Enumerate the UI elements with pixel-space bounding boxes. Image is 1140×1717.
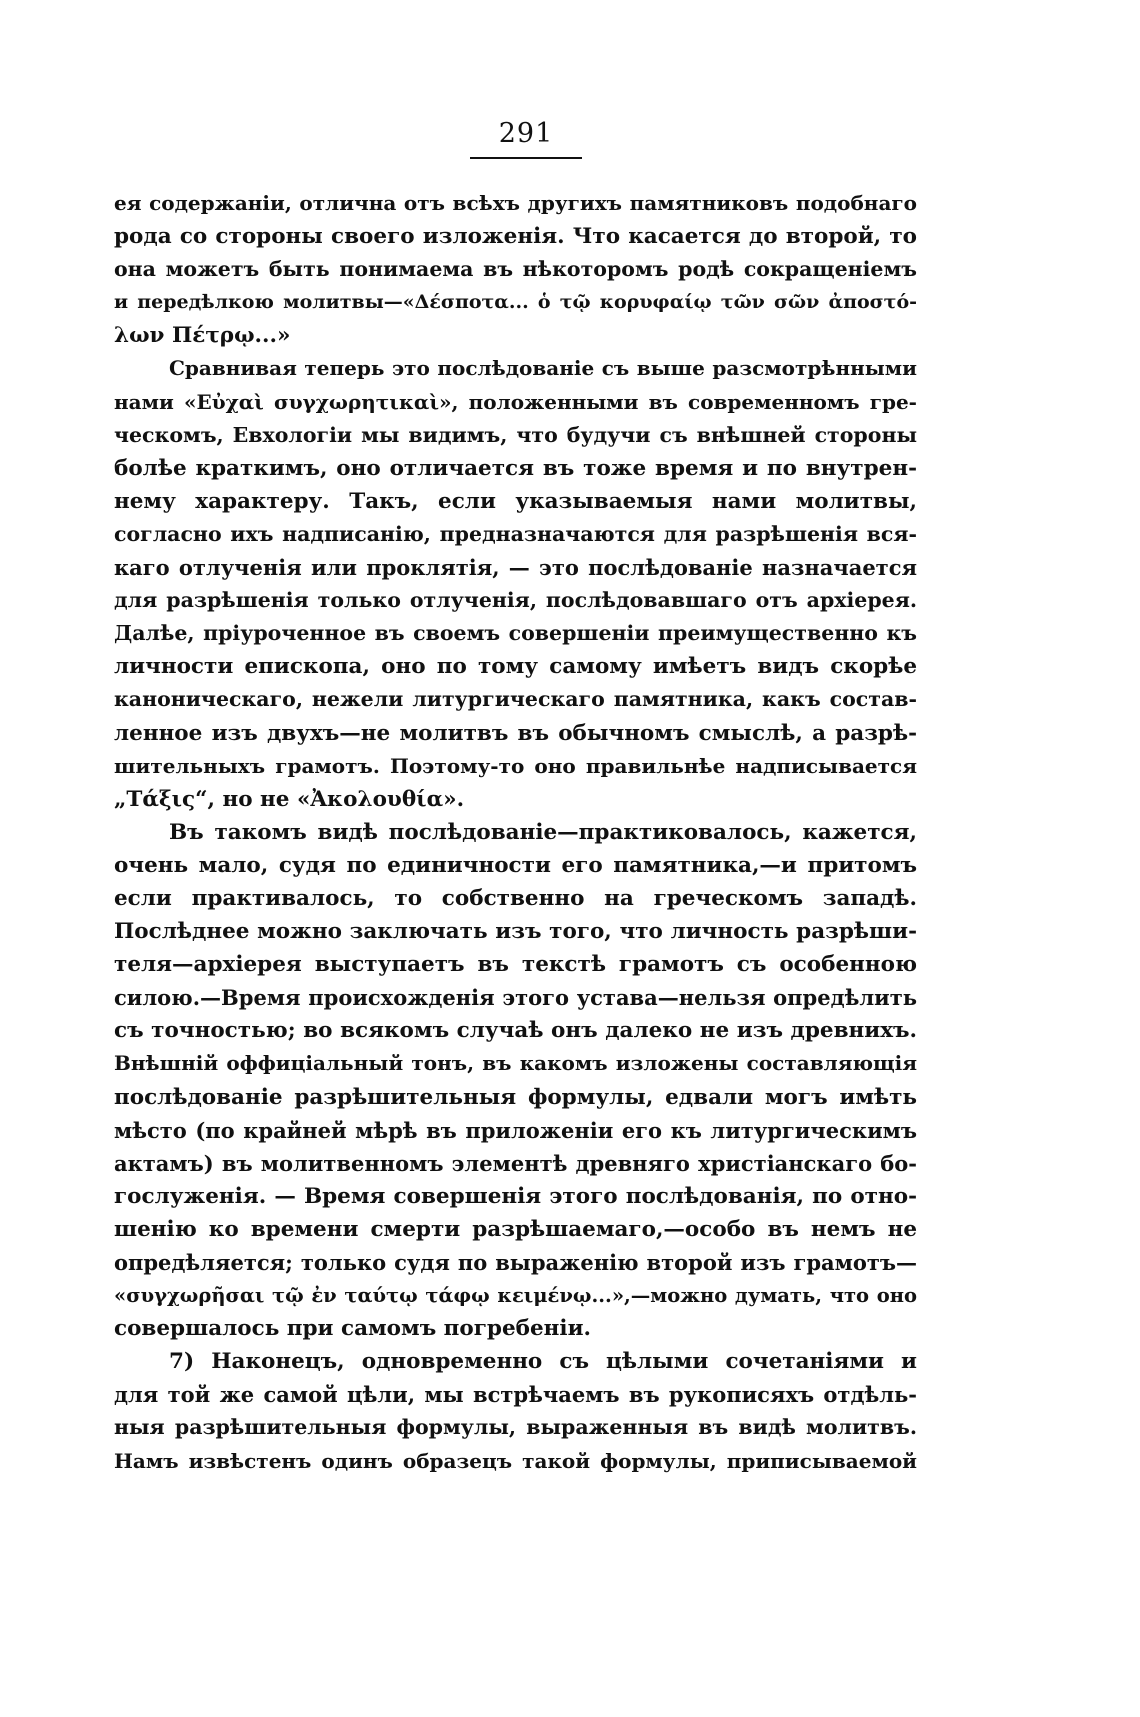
- text-line: совершалось при самомъ погребеніи.: [114, 1316, 591, 1342]
- text-line: и передѣлкою молитвы—«Δέσποτα... ὁ τῷ κορυφαίῳ τῶν σῶν ἀποστό-: [114, 291, 917, 314]
- text-line: очень мало, судя по единичности его памятника,—и притомъ: [114, 852, 917, 878]
- text-line: Сравнивая теперь это послѣдованіе съ выше разсмотрѣнными: [169, 356, 917, 381]
- text-line: личности епископа, оно по тому самому имѣетъ видъ скорѣе: [114, 654, 917, 680]
- text-line: нему характеру. Такъ, если указываемыя нами молитвы,: [114, 488, 917, 514]
- text-line: ныя разрѣшительныя формулы, выраженныя въ видѣ молитвъ.: [114, 1415, 917, 1440]
- text-line: съ точностью; во всякомъ случаѣ онъ далеко не изъ древнихъ.: [114, 1018, 917, 1044]
- text-line: теля—архіерея выступаетъ въ текстѣ грамотъ съ особенною: [114, 952, 917, 978]
- text-line: шенію ко времени смерти разрѣшаемаго,—особо въ немъ не: [114, 1216, 917, 1242]
- text-line: для разрѣшенія только отлученія, послѣдовавшаго отъ архіерея.: [114, 588, 917, 613]
- text-line: Внѣшній оффиціальный тонъ, въ какомъ изложены составляющія: [114, 1051, 917, 1076]
- text-line: Намъ извѣстенъ одинъ образецъ такой формулы, приписываемой: [114, 1448, 917, 1473]
- text-line: 7) Наконецъ, одновременно съ цѣлыми сочетаніями и: [169, 1349, 917, 1375]
- text-line: ея содержаніи, отлична отъ всѣхъ другихъ памятниковъ подобнаго: [114, 191, 917, 215]
- text-line: она можетъ быть понимаема въ нѣкоторомъ родѣ сокращеніемъ: [114, 257, 917, 282]
- text-line: если практивалось, то собственно на греческомъ западѣ.: [114, 885, 917, 911]
- text-line: мѣсто (по крайней мѣрѣ въ приложеніи его къ литургическимъ: [114, 1117, 917, 1143]
- page-number: 291: [470, 118, 582, 159]
- text-line: „Τάξις“, но не «Ἀκολουθία».: [114, 786, 465, 812]
- text-line: Въ такомъ видѣ послѣдованіе—практиковалось, кажется,: [169, 819, 917, 845]
- text-line: ленное изъ двухъ—не молитвъ въ обычномъ смыслѣ, а разрѣ-: [114, 720, 917, 746]
- text-line: силою.—Время происхожденія этого устава—нельзя опредѣлить: [114, 985, 917, 1011]
- text-line: актамъ) въ молитвенномъ элементѣ древняго христіанскаго бо-: [114, 1150, 917, 1176]
- text-line: каго отлученія или проклятія, — это послѣдованіе назначается: [114, 555, 917, 581]
- text-line: гослуженія. — Время совершенія этого послѣдованія, по отно-: [114, 1183, 917, 1209]
- text-line: послѣдованіе разрѣшительныя формулы, едвали могъ имѣть: [114, 1084, 917, 1110]
- text-line: каноническаго, нежели литургическаго памятника, какъ состав-: [114, 687, 917, 712]
- text-line: согласно ихъ надписанію, предназначаются для разрѣшенія вся-: [114, 521, 917, 546]
- body-text: [114, 187, 917, 1478]
- text-line: рода со стороны своего изложенія. Что касается до второй, то: [114, 224, 917, 250]
- text-line: шительныхъ грамотъ. Поэтому-то оно правильнѣе надписывается: [114, 753, 917, 778]
- text-line: нами «Εὐχαὶ συγχωρητικαὶ», положенными въ современномъ гре-: [114, 389, 917, 414]
- text-line: λων Πέτρῳ...»: [114, 323, 291, 349]
- text-line: «συγχωρῆσαι τῷ ἐν ταύτῳ τάφῳ κειμένῳ...»,—можно думать, что оно: [114, 1284, 917, 1308]
- text-line: Далѣе, пріуроченное въ своемъ совершеніи преимущественно къ: [114, 621, 917, 646]
- text-line: опредѣляется; только судя по выраженію второй изъ грамотъ—: [114, 1250, 917, 1275]
- text-line: ческомъ, Евхологіи мы видимъ, что будучи съ внѣшней стороны: [114, 422, 917, 447]
- text-line: болѣе краткимъ, оно отличается въ тоже время и по внутрен-: [114, 455, 917, 481]
- text-line: Послѣднее можно заключать изъ того, что личность разрѣши-: [114, 919, 917, 945]
- text-line: для той же самой цѣли, мы встрѣчаемъ въ рукописяхъ отдѣль-: [114, 1382, 917, 1408]
